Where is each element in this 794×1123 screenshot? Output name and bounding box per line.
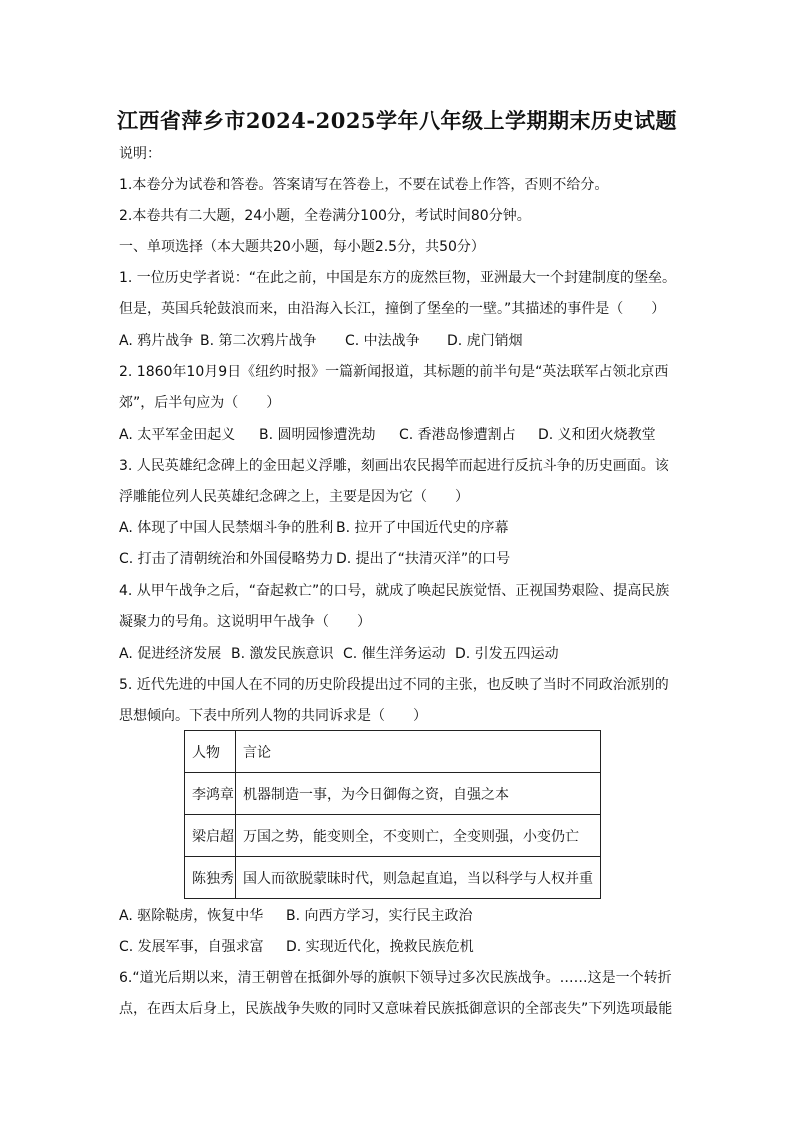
q2-options <box>119 425 656 445</box>
instruction-item-2: 2.本卷共有二大题，24小题，全卷满分100分，考试时间80分钟。 <box>119 208 531 224</box>
q4-option-b: B. 激发民族意识 <box>231 646 334 662</box>
q5-stem-line-1: 5. 近代先进的中国人在不同的历史阶段提出过不同的主张，也反映了当时不同政治派别的 <box>119 677 669 693</box>
q1-stem-line-2: 但是，英国兵轮鼓浪而来，由沿海入长江，撞倒了堡垒的一壁。”其描述的事件是（ ） <box>119 301 666 317</box>
q5-options-row-1 <box>119 906 473 926</box>
q5-option-d: D. 实现近代化，挽救民族危机 <box>286 939 474 955</box>
q3-option-c: C. 打击了清朝统治和外国侵略势力 <box>119 551 334 567</box>
table-cell-person: 陈独秀 <box>185 857 236 899</box>
q2-option-a: A. 太平军金田起义 <box>119 427 236 443</box>
q2-option-b: B. 圆明园惨遭洗劫 <box>259 427 376 443</box>
q5-option-b: B. 向西方学习，实行民主政治 <box>286 908 473 924</box>
q4-option-a: A. 促进经济发展 <box>119 646 222 662</box>
q2-option-c: C. 香港岛惨遭割占 <box>399 427 516 443</box>
q1-option-a: A. 鸦片战争 <box>119 333 194 349</box>
instruction-item-1: 1.本卷分为试卷和答卷。答案请写在答卷上，不要在试卷上作答，否则不给分。 <box>119 177 609 193</box>
table-cell-person: 梁启超 <box>185 815 236 857</box>
q2-stem-line-1: 2. 1860年10月9日《纽约时报》一篇新闻报道，其标题的前半句是“英法联军占领北京西 <box>119 364 669 380</box>
q5-stem-line-2: 思想倾向。下表中所列人物的共同诉求是（ ） <box>119 708 427 724</box>
table-row <box>185 815 601 857</box>
q1-option-d: D. 虎门销烟 <box>447 333 523 349</box>
q4-stem-line-2: 凝聚力的号角。这说明甲午战争（ ） <box>119 614 371 630</box>
q3-option-a: A. 体现了中国人民禁烟斗争的胜利 <box>119 520 334 536</box>
page-title: 江西省萍乡市2024-2025学年八年级上学期期末历史试题 <box>116 108 678 133</box>
table-cell-quote: 万国之势，能变则全，不变则亡，全变则强，小变仍亡 <box>236 815 601 857</box>
q4-options <box>119 644 559 664</box>
q1-option-b: B. 第二次鸦片战争 <box>200 333 317 349</box>
instructions-heading: 说明： <box>119 146 161 162</box>
table-row <box>185 773 601 815</box>
q4-stem-line-1: 4. 从甲午战争之后，“奋起救亡”的口号，就成了唤起民族觉悟、正视国势艰险、提高民族 <box>119 583 670 599</box>
q6-stem-line-2: 点，在西太后身上，民族战争失败的同时又意味着民族抵御意识的全部丧失”下列选项最能 <box>119 1001 673 1017</box>
q5-option-a: A. 驱除鞑虏，恢复中华 <box>119 908 264 924</box>
q3-stem-line-2: 浮雕能位列人民英雄纪念碑之上，主要是因为它（ ） <box>119 489 469 505</box>
table-header-quote: 言论 <box>236 731 601 773</box>
table-cell-person: 李鸿章 <box>185 773 236 815</box>
table-cell-quote: 机器制造一事，为今日御侮之资，自强之本 <box>236 773 601 815</box>
q3-stem-line-1: 3. 人民英雄纪念碑上的金田起义浮雕，刻画出农民揭竿而起进行反抗斗争的历史画面。该 <box>119 458 669 474</box>
table-header-person: 人物 <box>185 731 236 773</box>
q3-option-d: D. 提出了“扶清灭洋”的口号 <box>336 551 511 567</box>
q2-option-d: D. 义和团火烧教堂 <box>538 427 656 443</box>
table-cell-quote: 国人而欲脱蒙昧时代，则急起直追，当以科学与人权并重 <box>236 857 601 899</box>
q3-options-row-1 <box>119 518 509 538</box>
q4-option-c: C. 催生洋务运动 <box>343 646 446 662</box>
q3-option-b: B. 拉开了中国近代史的序幕 <box>336 520 509 536</box>
section-heading: 一、单项选择（本大题共20小题，每小题2.5分，共50分） <box>119 239 485 255</box>
q5-table <box>184 730 601 899</box>
q5-options-row-2 <box>119 937 474 957</box>
table-row <box>185 857 601 899</box>
q3-options-row-2 <box>119 549 510 569</box>
q1-options <box>119 331 523 351</box>
q4-option-d: D. 引发五四运动 <box>455 646 559 662</box>
q5-option-c: C. 发展军事，自强求富 <box>119 939 264 955</box>
q2-stem-line-2: 郊”，后半句应为（ ） <box>119 395 281 411</box>
table-header-row <box>185 731 601 773</box>
q1-stem-line-1: 1. 一位历史学者说：“在此之前，中国是东方的庞然巨物，亚洲最大一个封建制度的堡垒。 <box>119 270 677 286</box>
q6-stem-line-1: 6.“道光后期以来，清王朝曾在抵御外辱的旗帜下领导过多次民族战争。……这是一个转折 <box>119 970 672 986</box>
q1-option-c: C. 中法战争 <box>345 333 420 349</box>
